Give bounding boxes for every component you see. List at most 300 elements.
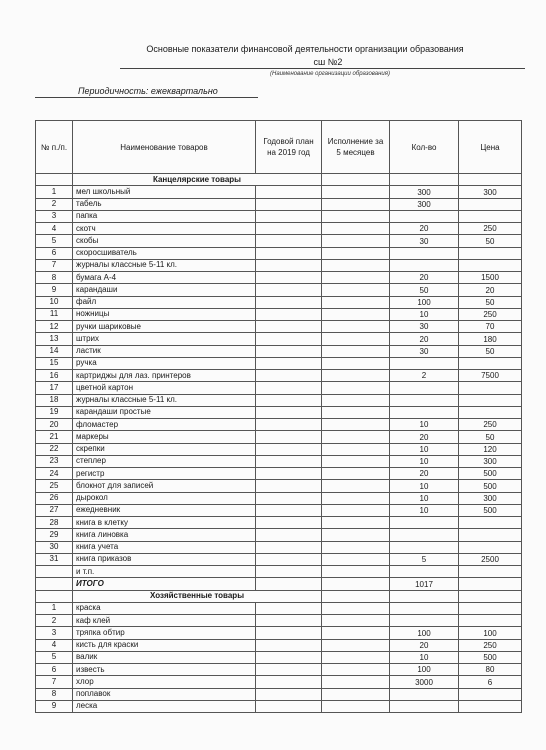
table-row — [36, 284, 522, 296]
annual-plan-cell — [256, 529, 322, 541]
annual-plan-cell — [256, 676, 322, 688]
execution-cell — [322, 186, 390, 198]
row-number-cell: 11 — [36, 308, 73, 320]
table-row — [36, 455, 522, 467]
price-cell: 500 — [459, 651, 522, 663]
item-name-cell: фломастер — [73, 419, 256, 431]
execution-cell — [322, 480, 390, 492]
row-number-cell — [36, 566, 73, 578]
execution-cell — [322, 247, 390, 259]
section-row — [36, 174, 522, 186]
execution-cell — [322, 602, 390, 614]
section-number-cell — [36, 174, 73, 186]
price-cell — [459, 394, 522, 406]
item-name-cell: поплавок — [73, 688, 256, 700]
price-cell — [459, 615, 522, 627]
quantity-cell: 10 — [390, 419, 459, 431]
table-row — [36, 308, 522, 320]
section-title: Канцелярские товары — [73, 174, 322, 186]
row-number-cell: 17 — [36, 382, 73, 394]
row-number-cell: 1 — [36, 602, 73, 614]
price-cell — [459, 210, 522, 222]
annual-plan-cell — [256, 615, 322, 627]
table-row — [36, 700, 522, 712]
row-number-cell: 31 — [36, 553, 73, 565]
section-empty-cell — [322, 174, 390, 186]
price-cell: 50 — [459, 431, 522, 443]
section-empty-cell — [390, 174, 459, 186]
row-number-cell: 5 — [36, 235, 73, 247]
periodicity-underline — [35, 97, 258, 98]
price-cell: 180 — [459, 333, 522, 345]
execution-cell — [322, 517, 390, 529]
annual-plan-cell — [256, 700, 322, 712]
annual-plan-cell — [256, 419, 322, 431]
row-number-cell: 7 — [36, 259, 73, 271]
price-cell: 250 — [459, 223, 522, 235]
price-cell: 250 — [459, 639, 522, 651]
execution-cell — [322, 345, 390, 357]
quantity-cell: 30 — [390, 235, 459, 247]
price-cell: 50 — [459, 235, 522, 247]
table-body — [36, 174, 522, 713]
quantity-cell: 300 — [390, 186, 459, 198]
price-cell: 7500 — [459, 370, 522, 382]
execution-cell — [322, 468, 390, 480]
item-name-cell: журналы классные 5-11 кл. — [73, 259, 256, 271]
row-number-cell: 28 — [36, 517, 73, 529]
row-number-cell: 8 — [36, 688, 73, 700]
item-name-cell: книга в клетку — [73, 517, 256, 529]
annual-plan-cell — [256, 480, 322, 492]
annual-plan-cell — [256, 639, 322, 651]
table-row — [36, 321, 522, 333]
annual-plan-cell — [256, 602, 322, 614]
price-cell — [459, 602, 522, 614]
column-header-quantity: Кол-во — [390, 121, 459, 174]
execution-cell — [322, 308, 390, 320]
execution-cell — [322, 370, 390, 382]
row-number-cell: 21 — [36, 431, 73, 443]
annual-plan-cell — [256, 455, 322, 467]
table-row — [36, 615, 522, 627]
quantity-cell — [390, 259, 459, 271]
table-row — [36, 259, 522, 271]
row-number-cell: 6 — [36, 664, 73, 676]
annual-plan-cell — [256, 431, 322, 443]
table-row — [36, 272, 522, 284]
execution-cell — [322, 394, 390, 406]
table-row — [36, 480, 522, 492]
price-cell: 250 — [459, 419, 522, 431]
quantity-cell: 100 — [390, 664, 459, 676]
table-row — [36, 639, 522, 651]
annual-plan-cell — [256, 296, 322, 308]
quantity-cell — [390, 394, 459, 406]
execution-cell — [322, 566, 390, 578]
annual-plan-cell — [256, 553, 322, 565]
table-row — [36, 602, 522, 614]
table-row — [36, 345, 522, 357]
item-name-cell: хлор — [73, 676, 256, 688]
annual-plan-cell — [256, 566, 322, 578]
table-row — [36, 468, 522, 480]
annual-plan-cell — [256, 443, 322, 455]
quantity-cell: 100 — [390, 296, 459, 308]
table-row — [36, 517, 522, 529]
execution-cell — [322, 639, 390, 651]
item-name-cell: файл — [73, 296, 256, 308]
execution-cell — [322, 492, 390, 504]
execution-cell — [322, 419, 390, 431]
price-cell — [459, 688, 522, 700]
organization-underline — [120, 68, 525, 69]
annual-plan-cell — [256, 627, 322, 639]
execution-cell — [322, 553, 390, 565]
table-row — [36, 431, 522, 443]
quantity-cell: 20 — [390, 272, 459, 284]
quantity-cell — [390, 382, 459, 394]
price-cell: 1500 — [459, 272, 522, 284]
table-row — [36, 333, 522, 345]
price-cell — [459, 406, 522, 418]
item-name-cell: книга учета — [73, 541, 256, 553]
row-number-cell: 9 — [36, 284, 73, 296]
item-name-cell: кисть для краски — [73, 639, 256, 651]
item-name-cell: регистр — [73, 468, 256, 480]
price-cell: 300 — [459, 492, 522, 504]
row-number-cell: 14 — [36, 345, 73, 357]
quantity-cell — [390, 210, 459, 222]
row-number-cell: 8 — [36, 272, 73, 284]
execution-cell — [322, 615, 390, 627]
row-number-cell: 16 — [36, 370, 73, 382]
execution-cell — [322, 284, 390, 296]
item-name-cell: известь — [73, 664, 256, 676]
annual-plan-cell — [256, 259, 322, 271]
execution-cell — [322, 443, 390, 455]
goods-table — [35, 120, 522, 713]
annual-plan-cell — [256, 578, 322, 590]
column-header-price: Цена — [459, 121, 522, 174]
table-row — [36, 406, 522, 418]
execution-cell — [322, 272, 390, 284]
row-number-cell: 7 — [36, 676, 73, 688]
row-number-cell: 15 — [36, 357, 73, 369]
quantity-cell: 1017 — [390, 578, 459, 590]
price-cell — [459, 566, 522, 578]
annual-plan-cell — [256, 186, 322, 198]
row-number-cell: 9 — [36, 700, 73, 712]
annual-plan-cell — [256, 406, 322, 418]
quantity-cell: 10 — [390, 455, 459, 467]
execution-cell — [322, 664, 390, 676]
price-cell — [459, 198, 522, 210]
item-name-cell: степлер — [73, 455, 256, 467]
execution-cell — [322, 357, 390, 369]
row-number-cell: 4 — [36, 223, 73, 235]
price-cell — [459, 541, 522, 553]
quantity-cell — [390, 688, 459, 700]
annual-plan-cell — [256, 247, 322, 259]
row-number-cell: 4 — [36, 639, 73, 651]
column-header-number: № п./п. — [36, 121, 73, 174]
annual-plan-cell — [256, 210, 322, 222]
price-cell — [459, 517, 522, 529]
quantity-cell — [390, 517, 459, 529]
annual-plan-cell — [256, 382, 322, 394]
annual-plan-cell — [256, 235, 322, 247]
table-row — [36, 186, 522, 198]
quantity-cell — [390, 247, 459, 259]
table-row — [36, 296, 522, 308]
quantity-cell: 20 — [390, 639, 459, 651]
row-number-cell: 19 — [36, 406, 73, 418]
quantity-cell — [390, 406, 459, 418]
table-row — [36, 492, 522, 504]
item-name-cell: табель — [73, 198, 256, 210]
column-header-annual-plan: Годовой план на 2019 год — [256, 121, 322, 174]
annual-plan-cell — [256, 272, 322, 284]
table-row — [36, 553, 522, 565]
table-row — [36, 664, 522, 676]
annual-plan-cell — [256, 688, 322, 700]
item-name-cell: мел школьный — [73, 186, 256, 198]
quantity-cell: 20 — [390, 333, 459, 345]
price-cell: 120 — [459, 443, 522, 455]
column-header-name: Наименование товаров — [73, 121, 256, 174]
column-header-execution: Исполнение за 5 месяцев — [322, 121, 390, 174]
table-row — [36, 443, 522, 455]
execution-cell — [322, 651, 390, 663]
execution-cell — [322, 529, 390, 541]
item-name-cell: дырокол — [73, 492, 256, 504]
quantity-cell: 20 — [390, 468, 459, 480]
execution-cell — [322, 455, 390, 467]
price-cell: 80 — [459, 664, 522, 676]
item-name-cell: книга линовка — [73, 529, 256, 541]
organization-name: сш №2 — [313, 57, 343, 67]
price-cell — [459, 578, 522, 590]
quantity-cell: 300 — [390, 198, 459, 210]
table-header-row — [36, 121, 522, 174]
table-row — [36, 688, 522, 700]
table-row — [36, 370, 522, 382]
quantity-cell: 10 — [390, 492, 459, 504]
execution-cell — [322, 688, 390, 700]
item-name-cell: валик — [73, 651, 256, 663]
table-row — [36, 394, 522, 406]
annual-plan-cell — [256, 357, 322, 369]
item-name-cell: ежедневник — [73, 504, 256, 516]
document-title: Основные показатели финансовой деятельности организации образования — [146, 44, 464, 54]
section-empty-cell — [459, 174, 522, 186]
row-number-cell: 29 — [36, 529, 73, 541]
row-number-cell — [36, 578, 73, 590]
execution-cell — [322, 541, 390, 553]
item-name-cell: картриджы для лаз. принтеров — [73, 370, 256, 382]
table-row — [36, 651, 522, 663]
annual-plan-cell — [256, 284, 322, 296]
item-name-cell: маркеры — [73, 431, 256, 443]
price-cell: 20 — [459, 284, 522, 296]
execution-cell — [322, 333, 390, 345]
row-number-cell: 10 — [36, 296, 73, 308]
organization-caption: (Наименование организации образования) — [270, 71, 390, 77]
table-row — [36, 566, 522, 578]
item-name-cell: ластик — [73, 345, 256, 357]
price-cell: 50 — [459, 296, 522, 308]
annual-plan-cell — [256, 541, 322, 553]
execution-cell — [322, 431, 390, 443]
price-cell: 100 — [459, 627, 522, 639]
row-number-cell: 12 — [36, 321, 73, 333]
annual-plan-cell — [256, 664, 322, 676]
quantity-cell: 5 — [390, 553, 459, 565]
annual-plan-cell — [256, 333, 322, 345]
price-cell: 250 — [459, 308, 522, 320]
item-name-cell: скотч — [73, 223, 256, 235]
price-cell: 50 — [459, 345, 522, 357]
row-number-cell: 26 — [36, 492, 73, 504]
total-row — [36, 578, 522, 590]
quantity-cell — [390, 566, 459, 578]
execution-cell — [322, 223, 390, 235]
quantity-cell: 10 — [390, 443, 459, 455]
quantity-cell — [390, 602, 459, 614]
annual-plan-cell — [256, 492, 322, 504]
row-number-cell: 22 — [36, 443, 73, 455]
item-name-cell: журналы классные 5-11 кл. — [73, 394, 256, 406]
item-name-cell: скоросшиватель — [73, 247, 256, 259]
row-number-cell: 18 — [36, 394, 73, 406]
annual-plan-cell — [256, 504, 322, 516]
table-row — [36, 419, 522, 431]
item-name-cell: бумага А-4 — [73, 272, 256, 284]
quantity-cell — [390, 529, 459, 541]
quantity-cell: 20 — [390, 223, 459, 235]
item-name-cell: блокнот для записей — [73, 480, 256, 492]
item-name-cell: краска — [73, 602, 256, 614]
table-row — [36, 541, 522, 553]
section-empty-cell — [459, 590, 522, 602]
item-name-cell: ручки шариковые — [73, 321, 256, 333]
annual-plan-cell — [256, 394, 322, 406]
annual-plan-cell — [256, 345, 322, 357]
quantity-cell: 50 — [390, 284, 459, 296]
item-name-cell: скобы — [73, 235, 256, 247]
row-number-cell: 24 — [36, 468, 73, 480]
quantity-cell: 30 — [390, 345, 459, 357]
price-cell — [459, 357, 522, 369]
price-cell: 500 — [459, 468, 522, 480]
quantity-cell: 30 — [390, 321, 459, 333]
price-cell — [459, 700, 522, 712]
table-row — [36, 504, 522, 516]
table-row — [36, 247, 522, 259]
execution-cell — [322, 676, 390, 688]
row-number-cell: 6 — [36, 247, 73, 259]
execution-cell — [322, 627, 390, 639]
price-cell: 500 — [459, 504, 522, 516]
item-name-cell: ручка — [73, 357, 256, 369]
quantity-cell: 10 — [390, 480, 459, 492]
table-row — [36, 357, 522, 369]
price-cell: 6 — [459, 676, 522, 688]
item-name-cell: цветной картон — [73, 382, 256, 394]
item-name-cell: тряпка обтир — [73, 627, 256, 639]
annual-plan-cell — [256, 198, 322, 210]
row-number-cell: 5 — [36, 651, 73, 663]
section-empty-cell — [322, 590, 390, 602]
table-row — [36, 198, 522, 210]
quantity-cell: 2 — [390, 370, 459, 382]
table-row — [36, 210, 522, 222]
item-name-cell: леска — [73, 700, 256, 712]
annual-plan-cell — [256, 321, 322, 333]
item-name-cell: скрепки — [73, 443, 256, 455]
quantity-cell: 100 — [390, 627, 459, 639]
execution-cell — [322, 382, 390, 394]
quantity-cell — [390, 357, 459, 369]
item-name-cell: каф клей — [73, 615, 256, 627]
item-name-cell: карандаши простые — [73, 406, 256, 418]
table-row — [36, 529, 522, 541]
price-cell: 300 — [459, 186, 522, 198]
quantity-cell: 10 — [390, 504, 459, 516]
table-row — [36, 382, 522, 394]
price-cell: 500 — [459, 480, 522, 492]
execution-cell — [322, 700, 390, 712]
quantity-cell — [390, 541, 459, 553]
row-number-cell: 23 — [36, 455, 73, 467]
quantity-cell: 10 — [390, 651, 459, 663]
annual-plan-cell — [256, 468, 322, 480]
item-name-cell: ножницы — [73, 308, 256, 320]
price-cell: 300 — [459, 455, 522, 467]
price-cell: 70 — [459, 321, 522, 333]
item-name-cell: и т.п. — [73, 566, 256, 578]
price-cell — [459, 529, 522, 541]
row-number-cell: 30 — [36, 541, 73, 553]
row-number-cell: 13 — [36, 333, 73, 345]
row-number-cell: 3 — [36, 210, 73, 222]
table-row — [36, 223, 522, 235]
section-row — [36, 590, 522, 602]
section-empty-cell — [390, 590, 459, 602]
table-row — [36, 235, 522, 247]
quantity-cell — [390, 700, 459, 712]
item-name-cell: штрих — [73, 333, 256, 345]
annual-plan-cell — [256, 517, 322, 529]
quantity-cell: 3000 — [390, 676, 459, 688]
execution-cell — [322, 321, 390, 333]
execution-cell — [322, 578, 390, 590]
item-name-cell: книга приказов — [73, 553, 256, 565]
row-number-cell: 3 — [36, 627, 73, 639]
quantity-cell: 10 — [390, 308, 459, 320]
row-number-cell: 20 — [36, 419, 73, 431]
row-number-cell: 2 — [36, 615, 73, 627]
execution-cell — [322, 259, 390, 271]
quantity-cell — [390, 615, 459, 627]
annual-plan-cell — [256, 223, 322, 235]
price-cell — [459, 247, 522, 259]
execution-cell — [322, 210, 390, 222]
item-name-cell: папка — [73, 210, 256, 222]
quantity-cell: 20 — [390, 431, 459, 443]
section-number-cell — [36, 590, 73, 602]
